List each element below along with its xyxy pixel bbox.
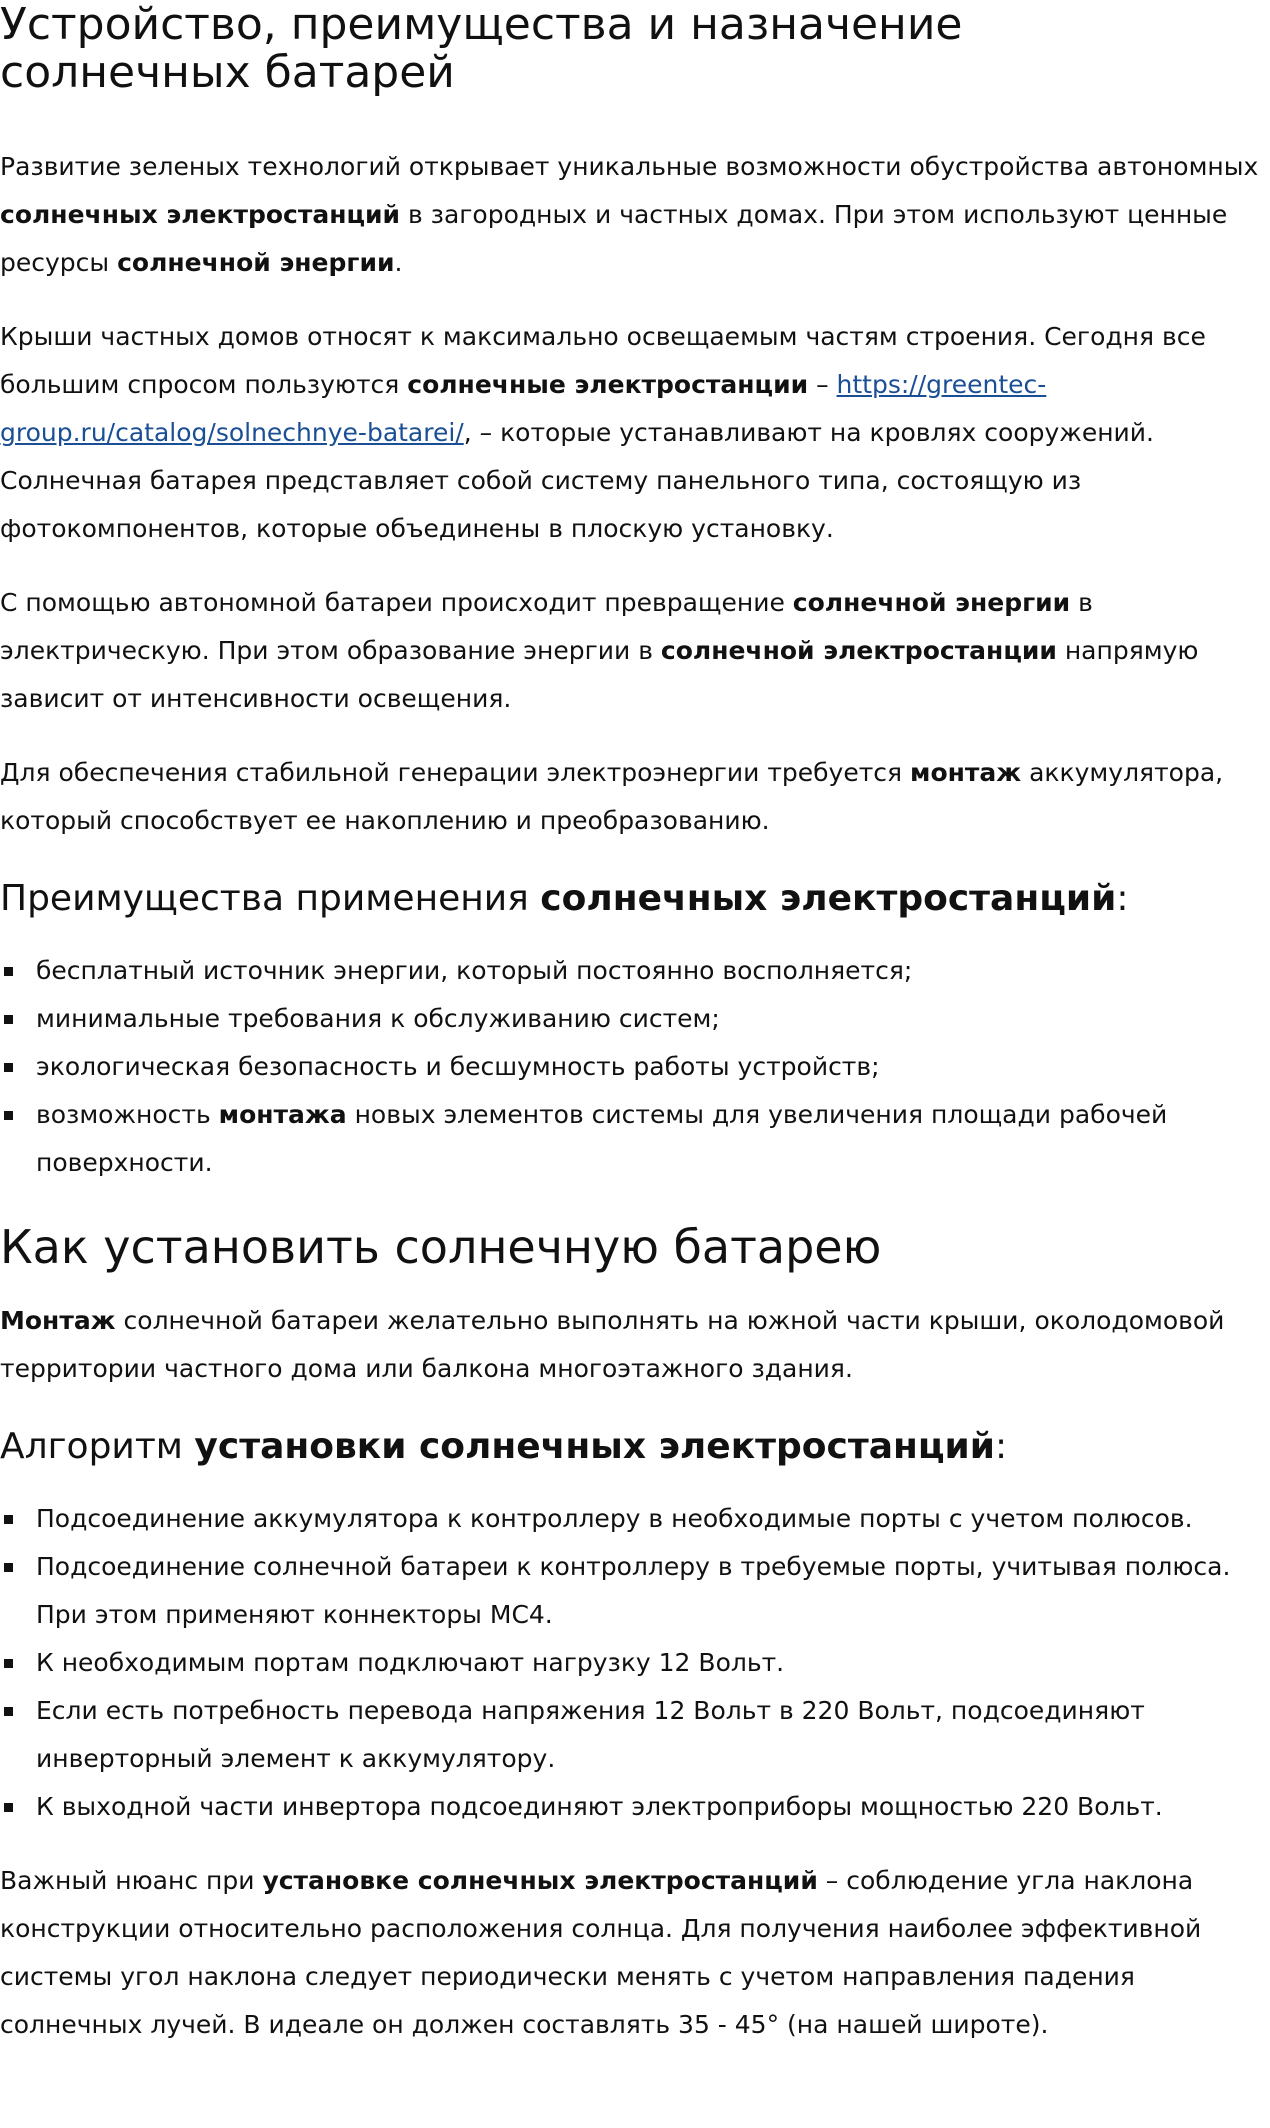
list-item-text: бесплатный источник энергии, который постоянно восполняется; (36, 956, 913, 985)
install-paragraph (0, 1297, 1262, 1393)
bullet-icon (4, 1015, 13, 1024)
list-item (0, 1639, 1262, 1687)
list-item (0, 947, 1262, 995)
page-title (0, 0, 1262, 97)
algorithm-heading-text: Алгоритм (0, 1426, 195, 1467)
roofs-text-2: – (808, 370, 837, 399)
list-item-text: Подсоединение солнечной батареи к контроллеру в требуемые порты, учитывая полюса. При этом применяют коннекторы МС4. (36, 1552, 1231, 1629)
list-item-text: К выходной части инвертора подсоединяют электроприборы мощностью 220 Вольт. (36, 1792, 1163, 1821)
list-item (0, 1043, 1262, 1091)
conversion-bold-2: солнечной электростанции (660, 636, 1057, 665)
list-item (0, 1687, 1262, 1783)
roofs-text-3: , – которые устанавливают на кровлях сооружений. Солнечная батарея представляет собой систему панельного типа, состоящую из фотокомпонентов, которые объединены в плоскую установку. (0, 418, 1154, 543)
title-line-1: Устройство, преимущества и назначение (0, 0, 963, 50)
conversion-text-2: в электрическую. При этом образование энергии в (0, 588, 1093, 665)
stability-paragraph (0, 749, 1262, 845)
nuance-paragraph (0, 1857, 1262, 2049)
nuance-text-1: Важный нюанс при (0, 1866, 263, 1895)
advantages-heading (0, 875, 1262, 923)
intro-text-3: . (394, 248, 403, 277)
advantages-heading-bold: солнечных электростанций (540, 878, 1117, 919)
list-item-text: экологическая безопасность и бесшумность работы устройств; (36, 1052, 880, 1081)
install-heading: Как установить солнечную батарею (0, 1220, 882, 1274)
nuance-bold-1: установке солнечных электростанций (262, 1866, 818, 1895)
list-item (0, 1091, 1262, 1187)
stability-bold-1: монтаж (910, 758, 1022, 787)
list-item-text: Если есть потребность перевода напряжения 12 Вольт в 220 Вольт, подсоединяют инверторный элемент к аккумулятору. (36, 1696, 1145, 1773)
roofs-bold-1: солнечные электростанции (407, 370, 809, 399)
algorithm-heading (0, 1423, 1262, 1471)
bullet-icon (4, 1515, 13, 1524)
intro-text-1: Развитие зеленых технологий открывает уникальные возможности обустройства автономных (0, 152, 1259, 181)
bullet-icon (4, 1659, 13, 1668)
intro-bold-2: солнечной энергии (117, 248, 395, 277)
list-item-text: новых элементов системы для увеличения площади рабочей поверхности. (36, 1100, 1168, 1177)
title-line-2: солнечных батарей (0, 47, 455, 98)
stability-text-1: Для обеспечения стабильной генерации электроэнергии требуется (0, 758, 911, 787)
bullet-icon (4, 1707, 13, 1716)
list-item (0, 995, 1262, 1043)
advantages-heading-text: Преимущества применения (0, 878, 541, 919)
bullet-icon (4, 1063, 13, 1072)
bullet-icon (4, 1803, 13, 1812)
bullet-icon (4, 1111, 13, 1120)
algorithm-list (0, 1495, 1262, 1831)
roofs-paragraph (0, 313, 1262, 553)
list-item-text: К необходимым портам подключают нагрузку 12 Вольт. (36, 1648, 785, 1677)
intro-paragraph (0, 143, 1262, 287)
list-item (0, 1543, 1262, 1639)
list-item (0, 1783, 1262, 1831)
stability-text-2: аккумулятора, который способствует ее накоплению и преобразованию. (0, 758, 1224, 835)
intro-bold-1: солнечных электростанций (0, 200, 401, 229)
conversion-bold-1: солнечной энергии (792, 588, 1071, 617)
algorithm-heading-colon: : (995, 1426, 1008, 1467)
list-item (0, 1495, 1262, 1543)
list-item-text: возможность (36, 1100, 219, 1129)
install-text-1: солнечной батареи желательно выполнять на южной части крыши, околодомовой территории частного дома или балкона многоэтажного здания. (0, 1306, 1225, 1383)
list-item-text: Подсоединение аккумулятора к контроллеру в необходимые порты с учетом полюсов. (36, 1504, 1193, 1533)
catalog-link[interactable]: https://greentec-group.ru/catalog/solnechnye-batarei/ (0, 370, 1047, 447)
intro-text-2: в загородных и частных домах. При этом используют ценные ресурсы (0, 200, 1228, 277)
list-item-text: минимальные требования к обслуживанию систем; (36, 1004, 720, 1033)
conversion-text-3: напрямую зависит от интенсивности освещения. (0, 636, 1199, 713)
nuance-text-2: – соблюдение угла наклона конструкции относительно расположения солнца. Для получения наиболее эффективной системы угол наклона следует периодически менять с учетом направления падения солнечных лучей. В идеале он должен составлять 35 - 45° (на нашей широте). (0, 1866, 1202, 2039)
list-item-bold: монтажа (218, 1100, 347, 1129)
bullet-icon (4, 1563, 13, 1572)
install-bold-1: Монтаж (0, 1306, 116, 1335)
bullet-icon (4, 967, 13, 976)
advantages-list (0, 947, 1262, 1187)
algorithm-heading-bold: установки солнечных электростанций (194, 1426, 996, 1467)
conversion-text-1: С помощью автономной батареи происходит превращение (0, 588, 793, 617)
conversion-paragraph (0, 579, 1262, 723)
roofs-text-1: Крыши частных домов относят к максимально освещаемым частям строения. Сегодня все большим спросом пользуются (0, 322, 1206, 399)
advantages-heading-colon: : (1116, 878, 1129, 919)
